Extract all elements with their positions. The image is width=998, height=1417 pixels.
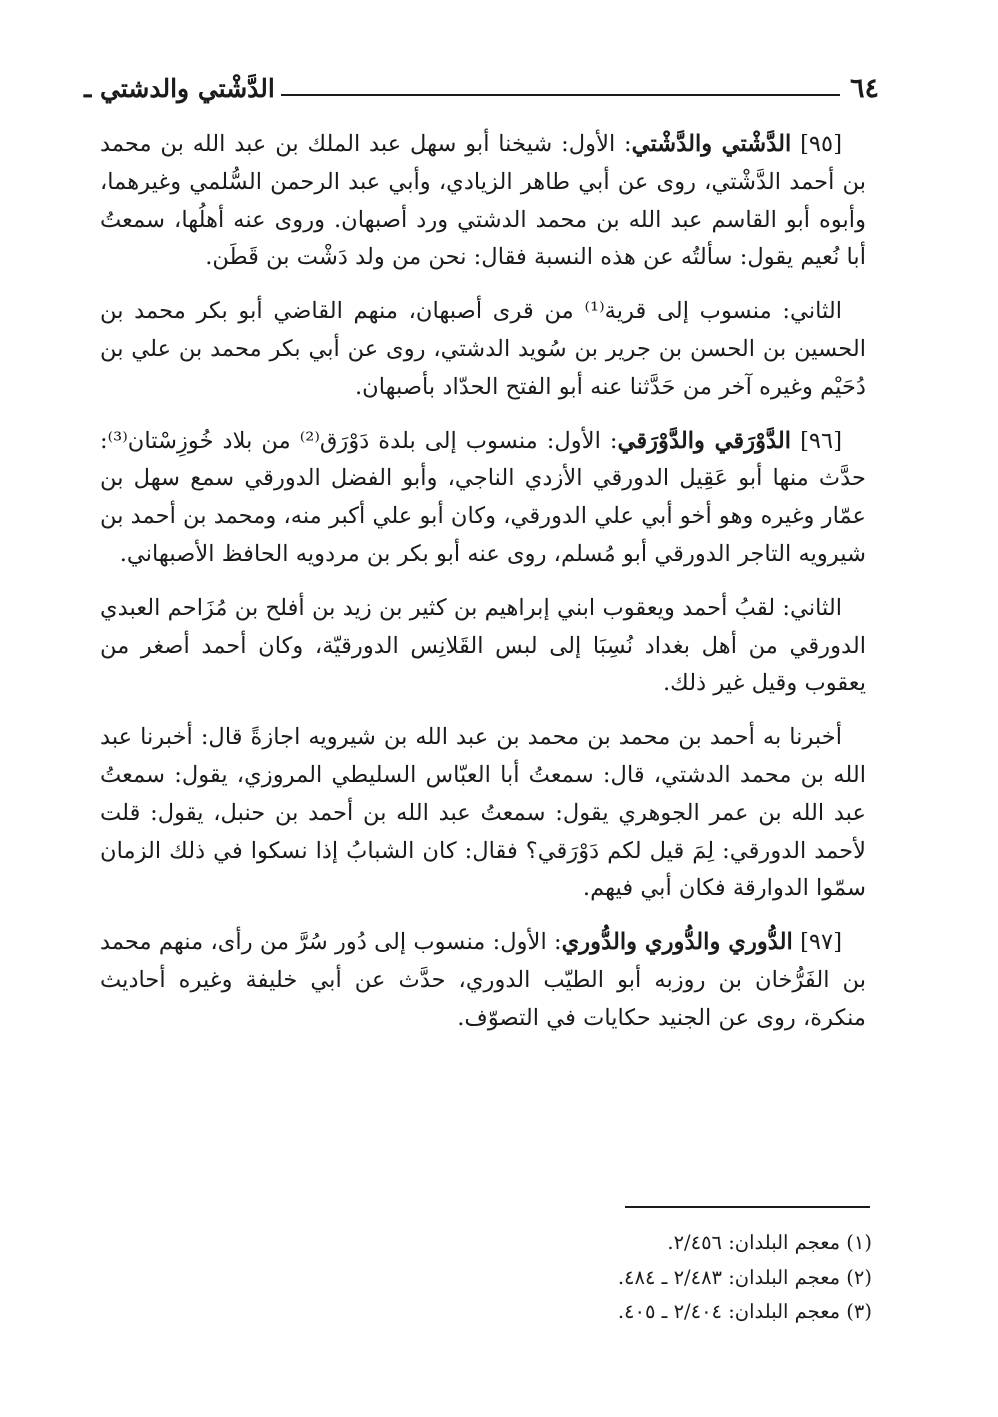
entry-95-paragraph-1 [100, 126, 866, 277]
entry-96-text-3: أخبرنا به أحمد بن محمد بن محمد بن عبد الله بن شيرويه اجازةً قال: أخبرنا عبد الله بن محمد الدشتي، قال: سمعتُ أبا العبّاس السليطي المروزي، يقول: سمعتُ عبد الله بن عمر الجوهري يقول: سمعتُ عبد الله بن أحمد بن حنبل، يقول: قلت لأحمد الدورقي: لِمَ قيل لكم دَوْرَقي؟ فقال: كان الشبابُ إذا نسكوا في ذلك الزمان سمّوا الدوارقة فكان أبي فيهم. [100, 724, 866, 902]
page-number: ٦٤ [849, 73, 879, 104]
entry-96-number: [٩٦] [800, 427, 843, 454]
entry-95-heading: الدَّشْتي والدَّشْتي [631, 131, 792, 157]
main-text [100, 126, 866, 1054]
footnote-separator [625, 1206, 870, 1208]
footnote-2: (٢) معجم البلدان: ٢/٤٨٣ ـ ٤٨٤. [617, 1265, 872, 1289]
header-rule [281, 94, 840, 96]
entry-95-paragraph-2 [100, 293, 866, 406]
entry-96-text-2: الثاني: لقبُ أحمد ويعقوب ابني إبراهيم بن كثير بن زيد بن أفلح بن مُزَاحم العبدي الدورقي من أهل بغداد نُسِبَا إلى لبس القَلانِس الدورقيّة، وكان أحمد أصغر من يعقوب وقيل غير ذلك. [100, 594, 866, 697]
entry-95-text-2: الثاني: منسوب إلى قرية⁽¹⁾ من قرى أصبهان، منهم القاضي أبو بكر محمد بن الحسين بن الحسن بن جرير بن سُويد الدشتي، روى عن أبي بكر محمد بن علي بن دُحَيْم وغيره آخر من حَدَّثنا عنه أبو الفتح الحدّاد بأصبهان. [100, 298, 866, 400]
entry-97-paragraph-1 [100, 924, 866, 1037]
entry-96-heading: الدَّوْرَقي والدَّوْرَقي [617, 427, 792, 454]
running-header [84, 66, 879, 106]
entry-97-number: [٩٧] [800, 929, 843, 956]
footnote-3: (٣) معجم البلدان: ٢/٤٠٤ ـ ٤٠٥. [617, 1300, 872, 1323]
entry-97-heading: الدُّوري والدُّوري والدُّوري [561, 929, 793, 956]
footnote-1: (١) معجم البلدان: ٢/٤٥٦. [667, 1231, 872, 1254]
footnotes [560, 1226, 872, 1330]
entry-96-paragraph-2 [100, 590, 866, 703]
entry-95-number: [٩٥] [800, 131, 843, 157]
entry-96-paragraph-3 [100, 719, 866, 908]
entry-96-text-1: : الأول: منسوب إلى بلدة دَوْرَق⁽²⁾ من بلاد خُوزِسْتان⁽³⁾: حدَّث منها أبو عَقِيل الدورقي الأزدي الناجي، وأبو الفضل الدورقي سمع سهل بن عمّار وغيره وهو أخو أبي علي الدورقي، وكان أبو علي أكبر منه، ومحمد بن أحمد بن شيرويه التاجر الدورقي أبو مُسلم، روى عنه أبو بكر بن مردويه الحافظ الأصبهاني. [100, 427, 866, 567]
entry-97-text-1: : الأول: منسوب إلى دُور سُرَّ من رأى، منهم محمد بن الفَرُّخان بن روزبه أبو الطيّب الدوري، حدَّث عن أبي خليفة وغيره أحاديث منكرة، روى عن الجنيد حكايات في التصوّف. [100, 929, 866, 1031]
running-title: الدَّشْتي والدشتي ـ [84, 74, 275, 103]
entry-95-text-1: : الأول: شيخنا أبو سهل عبد الملك بن عبد الله بن محمد بن أحمد الدَّشْتي، روى عن أبي طاهر الزيادي، وأبي عبد الرحمن السُّلمي وغيرهما، وأبوه أبو القاسم عبد الله بن محمد الدشتي ورد أصبهان. وروى عنه أهلُها، سمعتُ أبا نُعيم يقول: سألتُه عن هذه النسبة فقال: نحن من ولد دَشْت بن قَطَن. [100, 131, 866, 271]
entry-96-paragraph-1 [100, 423, 866, 574]
